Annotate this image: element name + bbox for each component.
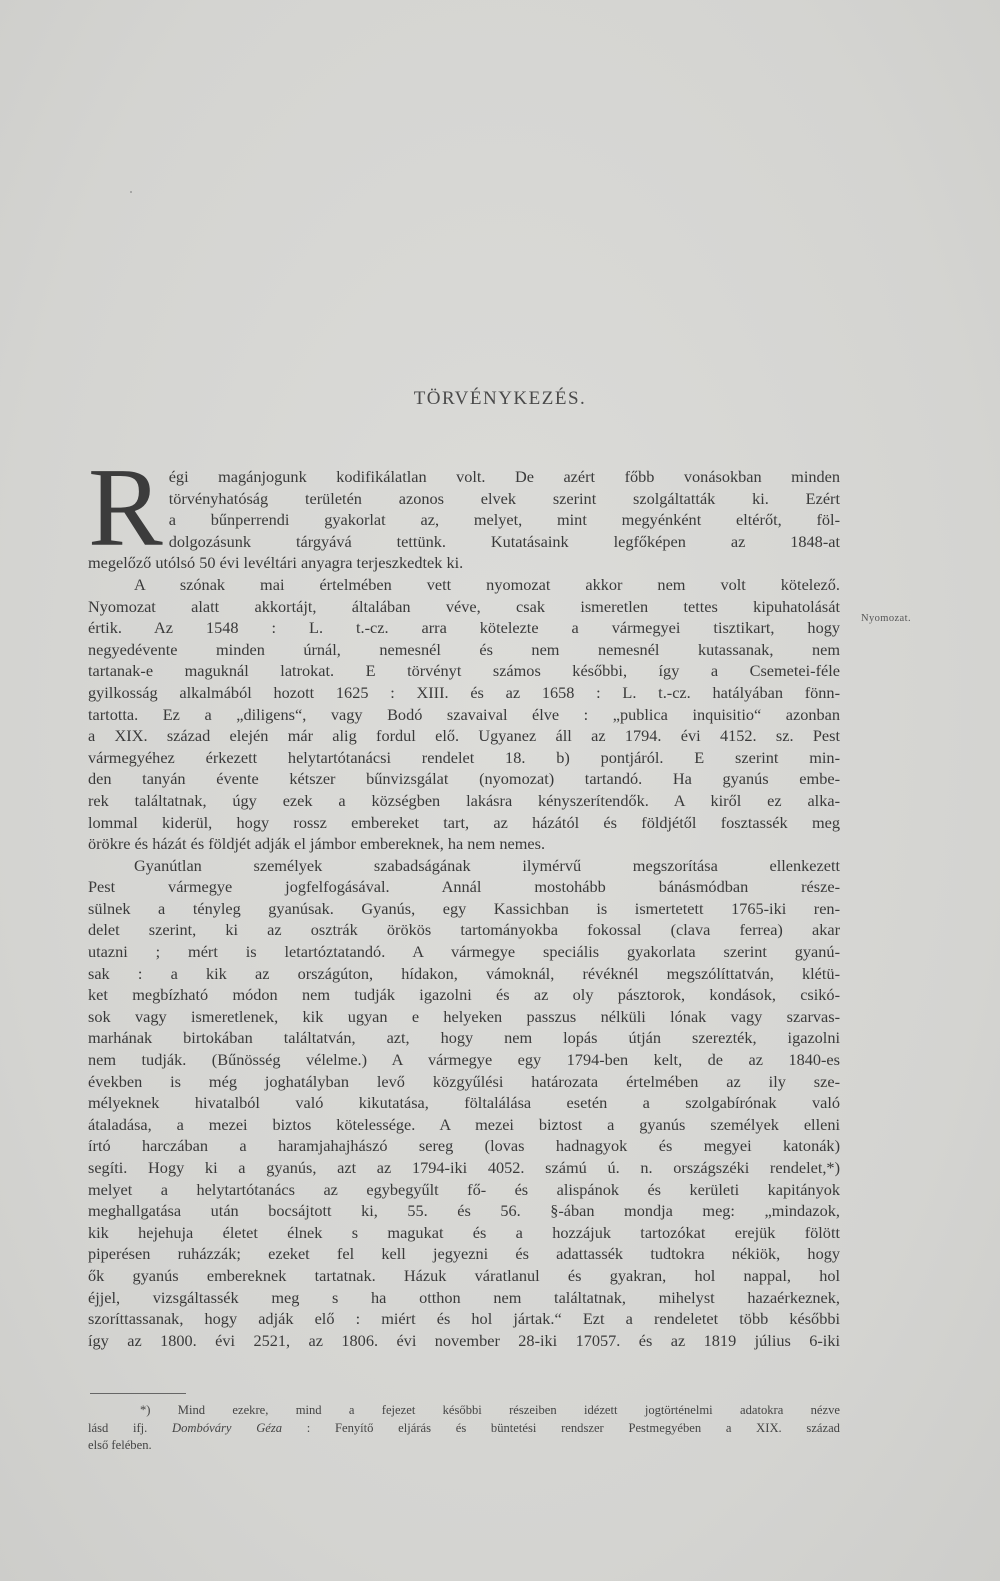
footnote-line [88,1420,840,1438]
text-line: törvényhatóság területén azonos elvek szerint szolgáltatták ki. Ezért [168,488,840,508]
text-line: sak : a kik az országúton, hídakon, vámoknál, révéknél megszólíttatván, klétü- [88,963,840,983]
text-line: vármegyéhez érkezett helytartótanácsi rendelet 18. b) pontjáról. E szerint min- [88,747,840,767]
footnote-author: Dombóváry Géza [172,1420,283,1435]
speck [130,191,132,193]
body-text [88,446,840,1351]
text-line: átaladása, a mezei biztos kötelessége. A mezei biztost a gyanús személyek elleni [88,1114,840,1134]
text-line: dolgozásunk tárgyává tettünk. Kutatásaink legfőképen az 1848-at [168,531,840,551]
chapter-title: TÖRVÉNYKEZÉS. [413,388,587,409]
text-line: írtó harczában a haramjahajhászó sereg (lovas hadnagyok és megyei katonák) [88,1136,840,1156]
text-line: örökre és házát és földjét adják el jámbor embereknek, ha nem nemes. [88,834,546,854]
text-line: értik. Az 1548 : L. t.-cz. arra kötelezte a vármegyei tisztikart, hogy [88,618,840,638]
text-line: években is még joghatályban levő közgyűlési határozata értelmében az ily sze- [88,1071,840,1091]
text-line: égi magánjogunk kodifikálatlan volt. De azért főbb vonásokban minden [168,467,840,486]
text-line: így az 1800. évi 2521, az 1806. évi november 28-iki 17057. és az 1819 július 6-iki [88,1330,840,1350]
text-line: a bűnperrendi gyakorlat az, melyet, mint megyénként eltérőt, föl- [168,510,840,530]
text-line: piperésen ruházzák; ezeket fel kell jegyezni és adattassék tudtokra nékiök, hogy [88,1244,840,1264]
text-line: sok vagy ismeretlenek, kik ugyan e helyeken passzus nélküli lónak vagy szarvas- [88,1006,840,1026]
text-line: gyilkosság alkalmából hozott 1625 : XIII. és az 1658 : L. t.-cz. hatályában fönn- [88,682,840,702]
text-line: negyedévente minden úrnál, nemesnél és nem nemesnél kutassanak, nem [88,639,840,659]
footnote [88,1402,840,1455]
text-line: tartotta. Ez a „diligens“, vagy Bodó szavaival élve : „publica inquisitio“ azonban [88,704,840,724]
footnote-text: : Fenyítő eljárás és büntetési rendszer Pestmegyében a XIX. század [282,1420,840,1435]
text-line: szoríttassanak, hogy adják elő : miért és hol jártak.“ Ezt a rendeletet több későbbi [88,1309,840,1329]
text-line: mélyeknek hivatalból való kikutatása, föltalálása esetén a szolgabírónak való [88,1093,840,1113]
text-line: meghallgatása után bocsájtott ki, 55. és 56. §-ában mondja meg: „mindazok, [88,1201,840,1221]
text-line: nem tudják. (Bűnösség vélelme.) A vármegye egy 1794-ben kelt, de az 1840-es [88,1050,840,1070]
text-line: megelőző utólsó 50 évi levéltári anyagra terjeszkedtek ki. [88,553,464,573]
text-line: rek találtatnak, úgy ezek a községben lakásra kényszerítendők. A kiről ez alka- [88,790,840,810]
footnote-rule [90,1393,186,1394]
text-line: delet szerint, ki az osztrák örökös tartományokba fokossal (clava ferrea) akar [88,920,840,940]
text-line: utazni ; mért is letartóztatandó. A vármegye speciális gyakorlata szerint gyanú- [88,942,840,962]
text-line: Pest vármegye jogfelfogásával. Annál mostohább bánásmódban része- [88,877,840,897]
text-line: lommal kiderül, hogy rossz embereket tart, az házától és földjétől fosztassék meg [88,812,840,832]
text-line: éjjel, vizsgáltassék meg s ha otthon nem találtatnak, mihelyst hazaérkeznek, [88,1287,840,1307]
text-line: tartanak-e maguknál latrokat. E törvényt számos későbbi, így a Csemetei-féle [88,661,840,681]
footnote-line: első felében. [88,1438,152,1452]
footnote-line: *) Mind ezekre, mind a fejezet későbbi részeiben idézett jogtörténelmi adatokra nézve [140,1403,840,1417]
text-line: Gyanútlan személyek szabadságának ilymérvű megszorítása ellenkezett [134,855,840,875]
margin-note: Nyomozat. [861,613,911,624]
text-line: ket megbízható módon nem tudják igazolni és az oly pásztorok, kondások, csikó- [88,985,840,1005]
text-line: den tanyán évente kétszer bűnvizsgálat (nyomozat) tartandó. Ha gyanús embe- [88,769,840,789]
footnote-text: lásd ifj. [88,1420,173,1435]
text-line: Nyomozat alatt akkortájt, általában véve, csak ismeretlen tettes kipuhatolását [88,596,840,616]
text-line: marhának birtokában találtatván, azt, hogy nem lopás útján szerezték, igazolni [88,1028,840,1048]
text-line: A szónak mai értelmében vett nyomozat akkor nem volt kötelező. [134,574,840,594]
text-line: a XIX. század elején már alig fordul elő. Ugyanez áll az 1794. évi 4152. sz. Pest [88,726,840,746]
drop-cap: R [88,446,163,570]
text-line: ők gyanús embereknek tartatnak. Házuk váratlanul és gyakran, hol nappal, hol [88,1265,840,1285]
text-line: segíti. Hogy ki a gyanús, azt az 1794-iki 4052. számú ú. n. országszéki rendelet,*) [88,1158,840,1177]
text-line: melyet a helytartótanács az egybegyűlt fő- és alispánok és kerületi kapitányok [88,1179,840,1199]
text-line: kik hejehuja életet élnek s magukat és a hozzájuk tartozókat erejük fölött [88,1222,840,1242]
text-line: sülnek a tényleg gyanúsak. Gyanús, egy Kassichban is ismertetett 1765-iki ren- [88,898,840,918]
